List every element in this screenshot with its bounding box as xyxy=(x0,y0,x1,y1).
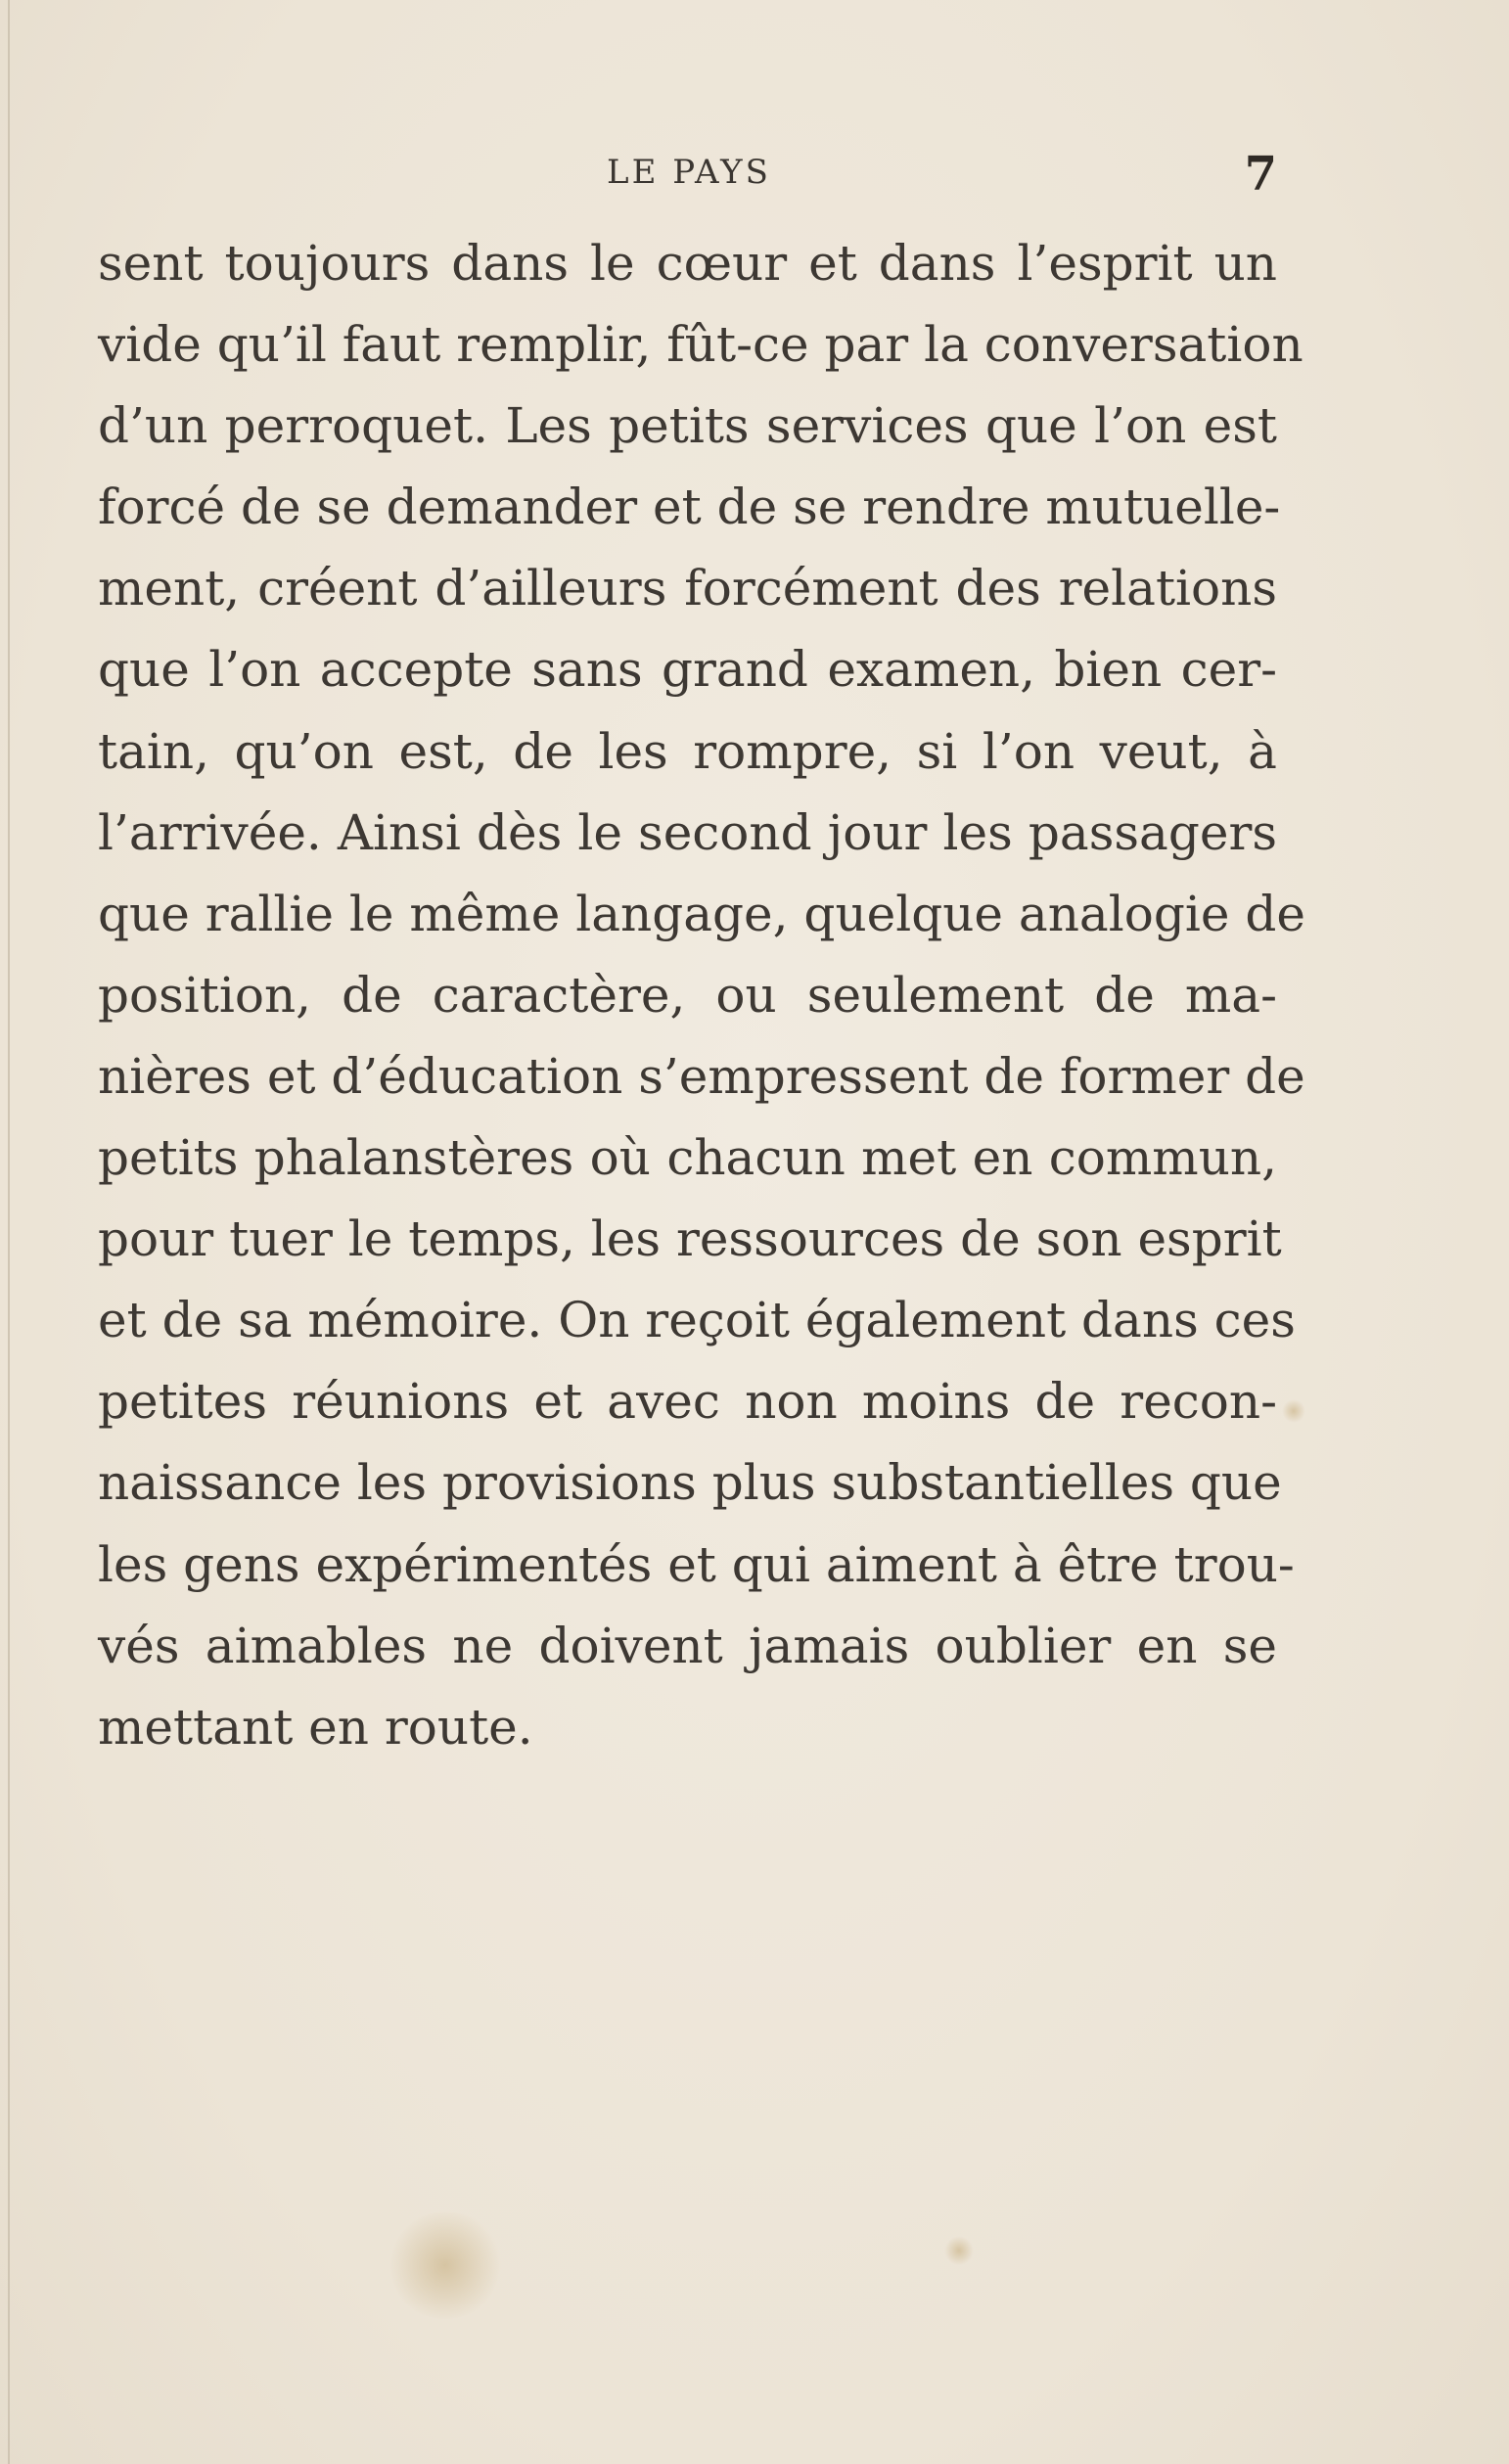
paper-stain xyxy=(944,2236,974,2265)
paper-stain xyxy=(387,2212,504,2319)
text-line: que l’on accepte sans grand examen, bien cer- xyxy=(98,641,1277,699)
text-line: nières et d’éducation s’empressent de former de xyxy=(98,1047,1305,1105)
text-line: tain, qu’on est, de les rompre, si l’on veut, à xyxy=(98,722,1277,780)
text-line: les gens expérimentés et qui aiment à être trou- xyxy=(98,1535,1295,1593)
text-line: position, de caractère, ou seulement de ma- xyxy=(98,966,1277,1024)
running-head-title: LE PAYS xyxy=(607,153,771,192)
text-line: et de sa mémoire. On reçoit également dans ces xyxy=(98,1292,1296,1349)
text-line: vide qu’il faut remplir, fût-ce par la conversation xyxy=(98,316,1303,374)
paper-stain xyxy=(1282,1399,1305,1423)
text-line: l’arrivée. Ainsi dès le second jour les passagers xyxy=(98,803,1277,861)
text-line: naissance les provisions plus substantielles que xyxy=(98,1454,1282,1512)
text-line: ment, créent d’ailleurs forcément des relations xyxy=(98,560,1277,617)
text-line-last: mettant en route. xyxy=(98,1698,533,1756)
text-line: que rallie le même langage, quelque analogie de xyxy=(98,885,1305,942)
page-number: 7 xyxy=(1244,147,1277,202)
text-line: sent toujours dans le cœur et dans l’esprit un xyxy=(98,235,1277,292)
text-line: petites réunions et avec non moins de recon- xyxy=(98,1373,1277,1431)
page-gutter-edge xyxy=(8,0,10,2464)
text-line: forcé de se demander et de se rendre mutuelle- xyxy=(98,479,1281,536)
text-line: pour tuer le temps, les ressources de son esprit xyxy=(98,1210,1282,1268)
text-line: d’un perroquet. Les petits services que l’on est xyxy=(98,397,1277,455)
running-head xyxy=(98,147,1277,205)
text-line: vés aimables ne doivent jamais oublier en se xyxy=(98,1617,1277,1674)
body-text xyxy=(98,223,1305,1768)
text-line: petits phalanstères où chacun met en commun, xyxy=(98,1129,1277,1187)
